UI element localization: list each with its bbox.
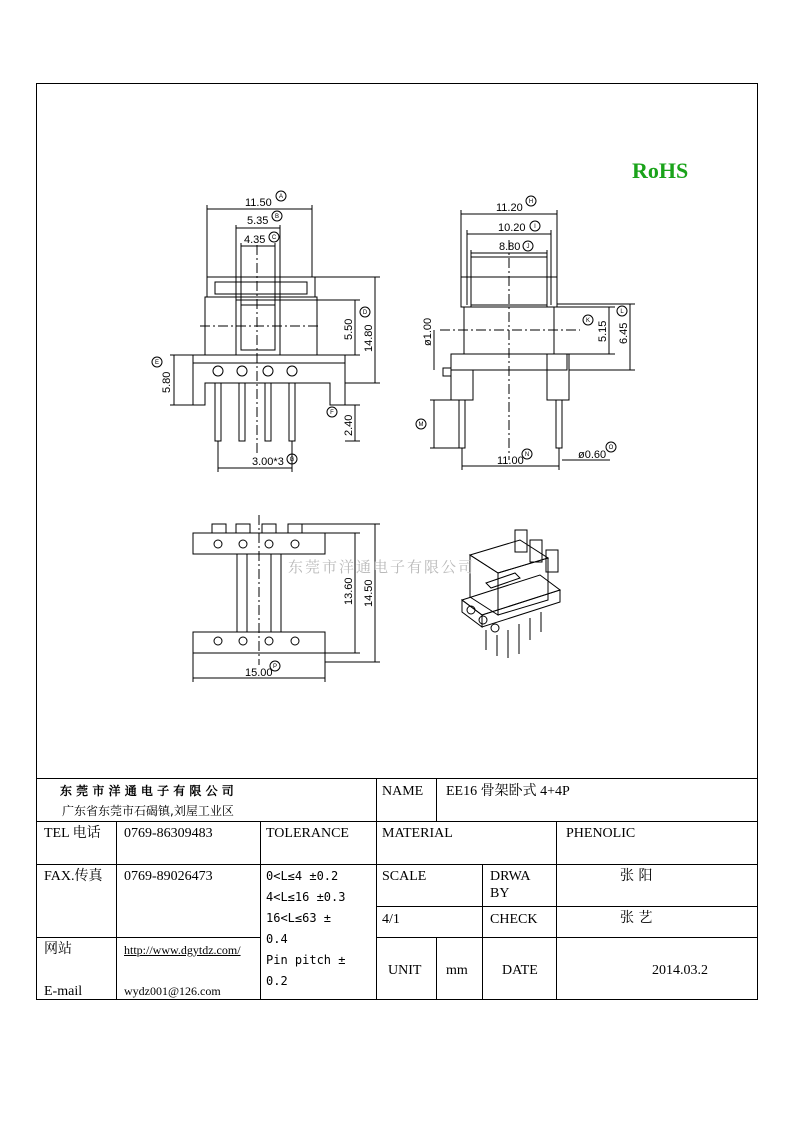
scale-value: 4/1: [382, 912, 400, 927]
tolerance-label: TOLERANCE: [266, 826, 349, 841]
balloon-d: D: [362, 310, 368, 316]
balloon-g: G: [289, 457, 295, 463]
tel-value: 0769-86309483: [124, 826, 213, 841]
dim-front-window: 5.35: [247, 215, 269, 227]
date-value: 2014.03.2: [652, 963, 708, 978]
dim-side-h1: 5.15: [597, 320, 609, 342]
dim-side-pin-dia: ø0.60: [578, 449, 607, 461]
balloon-o: O: [608, 445, 614, 451]
tolerance-line: 4<L≤16 ±0.3: [266, 890, 346, 904]
company-name: 东 莞 市 洋 通 电 子 有 限 公 司: [60, 784, 234, 798]
dim-front-window-h: 5.50: [343, 318, 355, 340]
dim-side-dia: ø1.00: [422, 317, 434, 346]
balloon-e: E: [154, 360, 160, 366]
balloon-l: L: [620, 309, 624, 315]
tb-line: [556, 821, 557, 1000]
tel-label: TEL 电话: [44, 826, 101, 841]
tb-line: [36, 864, 758, 865]
unit-label: UNIT: [388, 963, 422, 978]
material-value: PHENOLIC: [566, 826, 636, 841]
balloon-n: N: [524, 452, 530, 458]
unit-value: mm: [446, 963, 468, 978]
dim-side-top: 11.20: [496, 202, 523, 214]
balloon-a: A: [278, 194, 284, 200]
tb-line: [482, 864, 483, 1000]
tb-line: [36, 937, 260, 938]
email-value: wydz001@126.com: [124, 984, 221, 998]
balloon-k: K: [585, 318, 591, 324]
tb-line: [36, 821, 758, 822]
balloon-h: H: [528, 199, 534, 205]
dim-bottom-h1: 13.60: [343, 577, 355, 605]
tb-line: [436, 778, 437, 821]
dim-front-base: 5.80: [161, 371, 173, 393]
dim-front-inner: 4.35: [244, 234, 266, 246]
tb-line: [376, 937, 758, 938]
drawn-by-value: 张 阳: [620, 868, 653, 884]
tolerance-line: 0<L≤4 ±0.2: [266, 869, 339, 883]
iso-view: [462, 530, 560, 658]
dim-bottom-width: 15.00: [245, 667, 273, 679]
website-link[interactable]: http://www.dgytdz.com/: [124, 943, 241, 957]
tb-line: [260, 821, 261, 1000]
material-label: MATERIAL: [382, 826, 453, 841]
name-label: NAME: [382, 784, 424, 799]
website-label: 网站: [44, 941, 72, 957]
balloon-m: M: [418, 422, 424, 428]
fax-value: 0769-89026473: [124, 869, 213, 884]
tb-line: [376, 906, 758, 907]
balloon-b: B: [274, 214, 280, 220]
balloon-f: F: [330, 410, 334, 416]
tb-line: [116, 821, 117, 1000]
date-label: DATE: [502, 963, 538, 978]
balloon-p: P: [272, 664, 278, 670]
dim-side-inner: 8.80: [499, 241, 521, 253]
name-value: EE16 骨架卧式 4+4P: [446, 784, 570, 799]
tolerance-values: [266, 866, 378, 992]
dim-side-h2: 6.45: [618, 322, 630, 344]
rohs-label: RoHS: [632, 158, 689, 183]
tb-line: [436, 937, 437, 1000]
check-value: 张 艺: [620, 910, 653, 926]
company-address: 广东省东莞市石碣镇,刘屋工业区: [62, 804, 234, 818]
drawn-by-label: DRWA BY: [490, 869, 530, 901]
tolerance-line: 0.4: [266, 932, 288, 946]
balloon-i: I: [534, 224, 536, 230]
dim-front-width: 11.50: [245, 197, 272, 209]
fax-label: FAX.传真: [44, 869, 103, 884]
watermark: 东莞市洋通电子有限公司: [288, 558, 476, 576]
tolerance-line: 16<L≤63 ±: [266, 911, 332, 925]
tb-line: [36, 778, 758, 779]
dim-side-mid: 10.20: [498, 222, 526, 234]
balloon-j: J: [526, 244, 530, 250]
dim-front-pitch: 3.00*3: [252, 456, 284, 468]
check-label: CHECK: [490, 912, 538, 927]
email-label: E-mail: [44, 984, 83, 999]
dim-front-height: 14.80: [363, 324, 375, 352]
tolerance-line: 0.2: [266, 974, 288, 988]
dim-front-pin: 2.40: [343, 414, 355, 436]
balloon-c: C: [271, 235, 277, 241]
dim-bottom-h2: 14.50: [363, 579, 375, 607]
dim-side-bottom: 11.00: [497, 455, 524, 467]
scale-label: SCALE: [382, 869, 427, 884]
tolerance-line: Pin pitch ±: [266, 953, 346, 967]
